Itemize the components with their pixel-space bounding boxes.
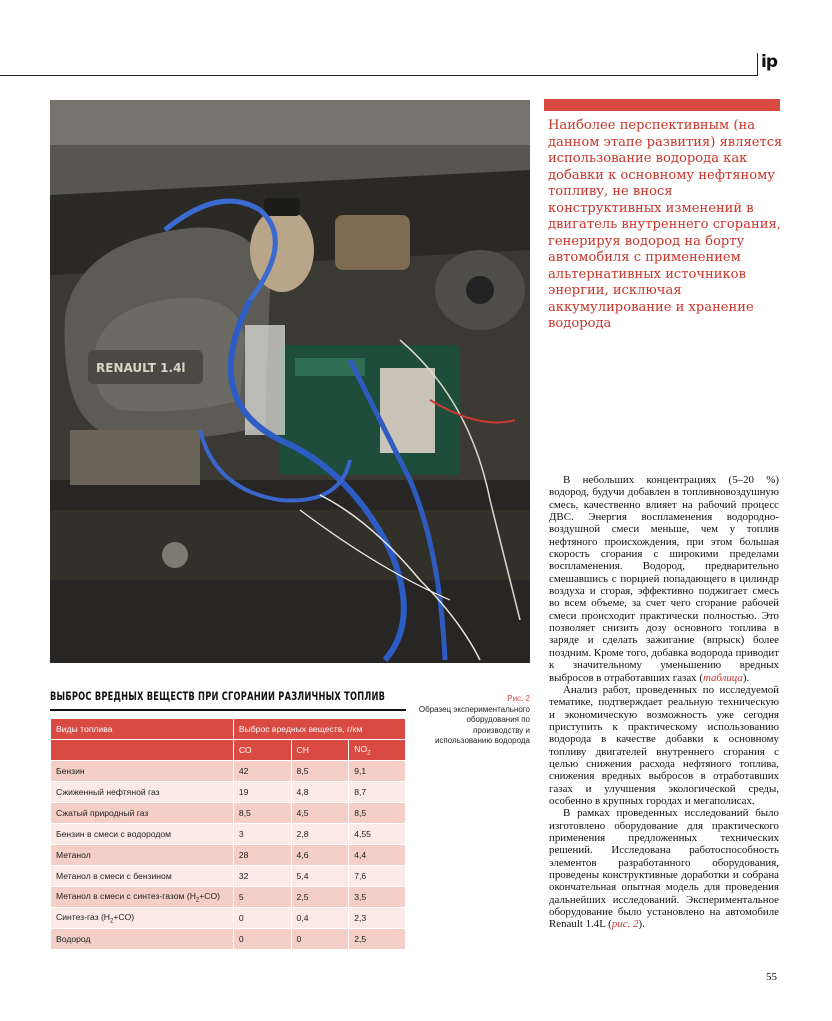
body-paragraph-end: ). <box>638 918 645 931</box>
body-paragraph-text: В рамках проведенных исследований было изготовлено оборудование для практического применения предложенных технических решений. Исследована работоспособность элементов разработанного оборудования, проведены конструктивные доработки и собрана окончательная опытная модель для проведения дальнейших исследований. Экспериментальное оборудование было установлено на автомобиле Renault 1.4L ( <box>549 807 779 931</box>
header-no2 <box>349 740 406 761</box>
header-empty-cell <box>51 740 234 761</box>
article-body <box>549 474 779 931</box>
fuel-cell: Сжатый природный газ <box>51 803 234 824</box>
fuel-subscript: 2 <box>110 918 114 925</box>
fuel-text-end: +CO) <box>113 911 135 922</box>
no2-cell: 4,4 <box>349 845 406 866</box>
fuel-cell: Бензин в смеси с водородом <box>51 824 234 845</box>
figure-caption-text: Образец экспериментального оборудования по производству и использованию водорода <box>418 704 530 745</box>
table-row <box>51 782 406 803</box>
no2-cell: 7,6 <box>349 866 406 887</box>
co-cell: 19 <box>233 782 291 803</box>
co-cell: 0 <box>233 929 291 950</box>
renault-badge: RENAULT 1.4l <box>96 361 186 375</box>
fuel-cell <box>51 908 234 929</box>
header-emissions: Выброс вредных веществ, г/км <box>233 719 405 740</box>
co-cell: 8,5 <box>233 803 291 824</box>
pullquote-accent-bar <box>544 99 780 111</box>
no2-cell: 8,7 <box>349 782 406 803</box>
logo-separator <box>757 53 758 76</box>
no2-cell: 8,5 <box>349 803 406 824</box>
co-cell: 5 <box>233 887 291 908</box>
no2-cell: 3,5 <box>349 887 406 908</box>
table-row <box>51 866 406 887</box>
header-fuel-type: Виды топлива <box>51 719 234 740</box>
ch-cell: 0,4 <box>291 908 349 929</box>
fuel-text: Синтез-газ (H <box>56 911 111 922</box>
pullquote: Наиболее перспективным (на данном этапе развития) является использование водорода как добавки к основному нефтяному топливу, не внося конструктивных изменений в двигатель внутреннего сгорания, генерируя водород на борту автомобиля с применением альтернативных источников энергии, исключая аккумулирование и хранение водорода <box>548 118 783 331</box>
fuel-cell: Метанол <box>51 845 234 866</box>
fuel-text-end: +CO) <box>199 890 221 901</box>
ch-cell: 2,5 <box>291 887 349 908</box>
header-ch: СН <box>291 740 349 761</box>
table-title-rule <box>50 709 406 711</box>
fuel-cell: Метанол в смеси с бензином <box>51 866 234 887</box>
magazine-logo: ip <box>761 52 777 72</box>
no2-cell: 9,1 <box>349 761 406 782</box>
fuel-text: Метанол в смеси с синтез-газом (H <box>56 890 196 901</box>
co-cell: 3 <box>233 824 291 845</box>
no2-cell: 2,3 <box>349 908 406 929</box>
co-cell: 28 <box>233 845 291 866</box>
table-row <box>51 887 406 908</box>
header-no2-subscript: 2 <box>367 750 371 757</box>
ch-cell: 5,4 <box>291 866 349 887</box>
figure-label: Рис. 2 <box>507 694 530 703</box>
fuel-cell: Сжиженный нефтяной газ <box>51 782 234 803</box>
fuel-cell: Бензин <box>51 761 234 782</box>
figure-caption <box>416 694 530 747</box>
co-cell: 32 <box>233 866 291 887</box>
fuel-cell: Водород <box>51 929 234 950</box>
ch-cell: 2,8 <box>291 824 349 845</box>
engine-photo <box>50 100 530 663</box>
fuel-subscript: 2 <box>195 897 200 904</box>
body-paragraph: Анализ работ, проведенных по исследуемой тематике, подтверждает реальную техническую и экономическую возможность уже сегодня приступить к практическому использованию водорода в качестве добавки к основному топливу двигателей внутреннего сгорания с целью снижения расхода нефтяного топлива, снижения вредных выбросов в отработавших газах и улучшения экологической среды, особенно в крупных городах и мегаполисах. <box>549 683 779 807</box>
co-cell: 0 <box>233 908 291 929</box>
co-cell: 42 <box>233 761 291 782</box>
table-row <box>51 824 406 845</box>
engine-bay-illustration <box>50 100 530 663</box>
body-paragraph-end: ). <box>742 671 750 684</box>
header-co: СО <box>233 740 291 761</box>
body-paragraph <box>549 474 779 684</box>
emissions-table <box>50 718 406 950</box>
fuel-cell <box>51 887 234 908</box>
header-no2-base: NO <box>354 743 368 754</box>
ch-cell: 4,8 <box>291 782 349 803</box>
header-rule <box>0 75 758 76</box>
table-row <box>51 845 406 866</box>
table-row <box>51 803 406 824</box>
no2-cell: 4,55 <box>349 824 406 845</box>
body-paragraph-text: В небольших концентрациях (5–20 %) водород, будучи добавлен в топливновоздушную смесь, качественно влияет на рабочий процесс ДВС. Энергия воспламенения водородно-воздушной смеси меньше, чем у топлив нефтяного происхождения, при этом большая скорость сгорания с широкими пределами воспламенения. Водород, предварительно смешавшись с порцией попадающего в цилиндр воздуха и сгорая, эффективно поджигает смесь во всем объеме, за счет чего сгорание рабочей смеси происходит практически полностью. Это позволяет снизить дозу основного топлива в заряде и сделать зажигание (впрыск) более поздним. Кроме того, добавка водорода приводит к значительному уменьшению вредных выбросов в отработавших газах ( <box>549 474 779 684</box>
table-row <box>51 908 406 929</box>
no2-cell: 2,5 <box>349 929 406 950</box>
body-paragraph <box>549 807 779 930</box>
table-title: ВЫБРОС ВРЕДНЫХ ВЕЩЕСТВ ПРИ СГОРАНИИ РАЗЛИЧНЫХ ТОПЛИВ <box>50 690 386 703</box>
table-row <box>51 761 406 782</box>
ch-cell: 4,6 <box>291 845 349 866</box>
figure-reference-link[interactable]: рис. 2 <box>611 918 639 931</box>
ch-cell: 8,5 <box>291 761 349 782</box>
table-reference-link[interactable]: таблица <box>702 671 743 684</box>
table-row <box>51 929 406 950</box>
page-number: 55 <box>766 971 777 983</box>
ch-cell: 4,5 <box>291 803 349 824</box>
ch-cell: 0 <box>291 929 349 950</box>
